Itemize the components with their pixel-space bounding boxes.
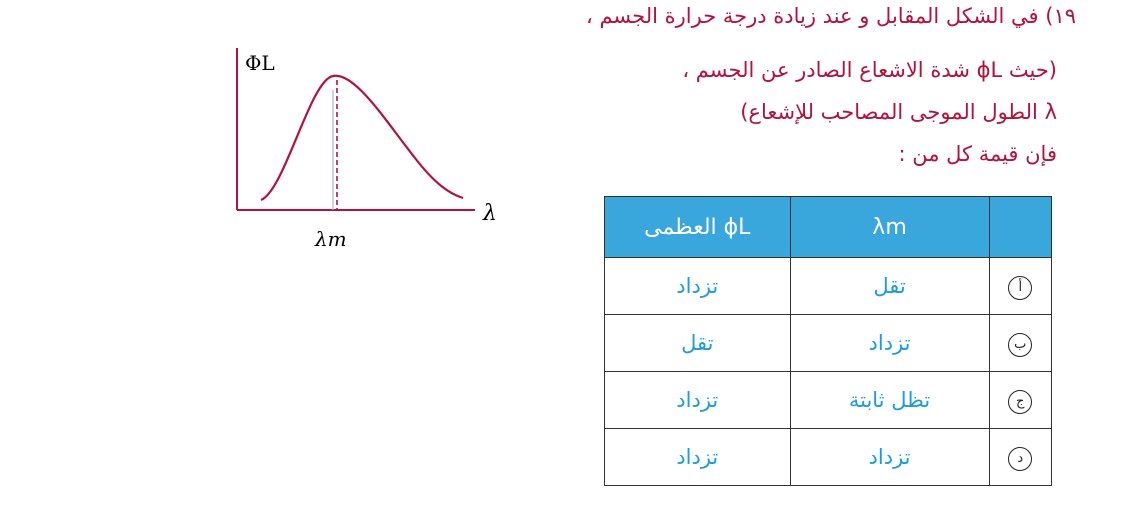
lambda-cell: تزداد bbox=[790, 429, 989, 486]
x-axis-label: λ bbox=[483, 201, 497, 226]
graph-svg bbox=[225, 40, 515, 260]
phi-cell: تزداد bbox=[605, 258, 791, 315]
question-line-3: λ الطول الموجى المصاحب للإشعاع) bbox=[740, 100, 1057, 124]
radiation-curve bbox=[261, 76, 463, 200]
y-axis-label: ΦL bbox=[245, 51, 275, 75]
option-label-cell[interactable] bbox=[989, 429, 1052, 486]
header-lambda-max: λm bbox=[790, 197, 989, 258]
option-circle-icon[interactable]: د bbox=[1008, 447, 1032, 471]
table-row[interactable] bbox=[605, 429, 1052, 486]
peak-wavelength-label: λm bbox=[315, 227, 347, 251]
question-line-4: فإن قيمة كل من : bbox=[898, 142, 1057, 166]
phi-cell: تزداد bbox=[605, 372, 791, 429]
table-header-row bbox=[605, 197, 1052, 258]
table-row[interactable] bbox=[605, 315, 1052, 372]
answers-table bbox=[604, 196, 1052, 486]
option-label-cell[interactable] bbox=[989, 315, 1052, 372]
question-line-1: ١٩) في الشكل المقابل و عند زيادة درجة حرارة الجسم ، bbox=[586, 4, 1076, 28]
table-row[interactable] bbox=[605, 258, 1052, 315]
phi-cell: تزداد bbox=[605, 429, 791, 486]
radiation-curve-graph bbox=[225, 40, 515, 260]
lambda-cell: تظل ثابتة bbox=[790, 372, 989, 429]
lambda-cell: تزداد bbox=[790, 315, 989, 372]
header-option-cell bbox=[989, 197, 1052, 258]
phi-cell: تقل bbox=[605, 315, 791, 372]
table-row[interactable] bbox=[605, 372, 1052, 429]
option-label-cell[interactable] bbox=[989, 372, 1052, 429]
header-phi-max: ϕL العظمى bbox=[605, 197, 791, 258]
option-circle-icon[interactable]: أ bbox=[1008, 276, 1032, 300]
question-line-2: (حيث ϕL شدة الاشعاع الصادر عن الجسم ، bbox=[682, 58, 1057, 82]
option-circle-icon[interactable]: ب bbox=[1008, 333, 1032, 357]
option-label-cell[interactable] bbox=[989, 258, 1052, 315]
lambda-cell: تقل bbox=[790, 258, 989, 315]
option-circle-icon[interactable]: ج bbox=[1008, 390, 1032, 414]
